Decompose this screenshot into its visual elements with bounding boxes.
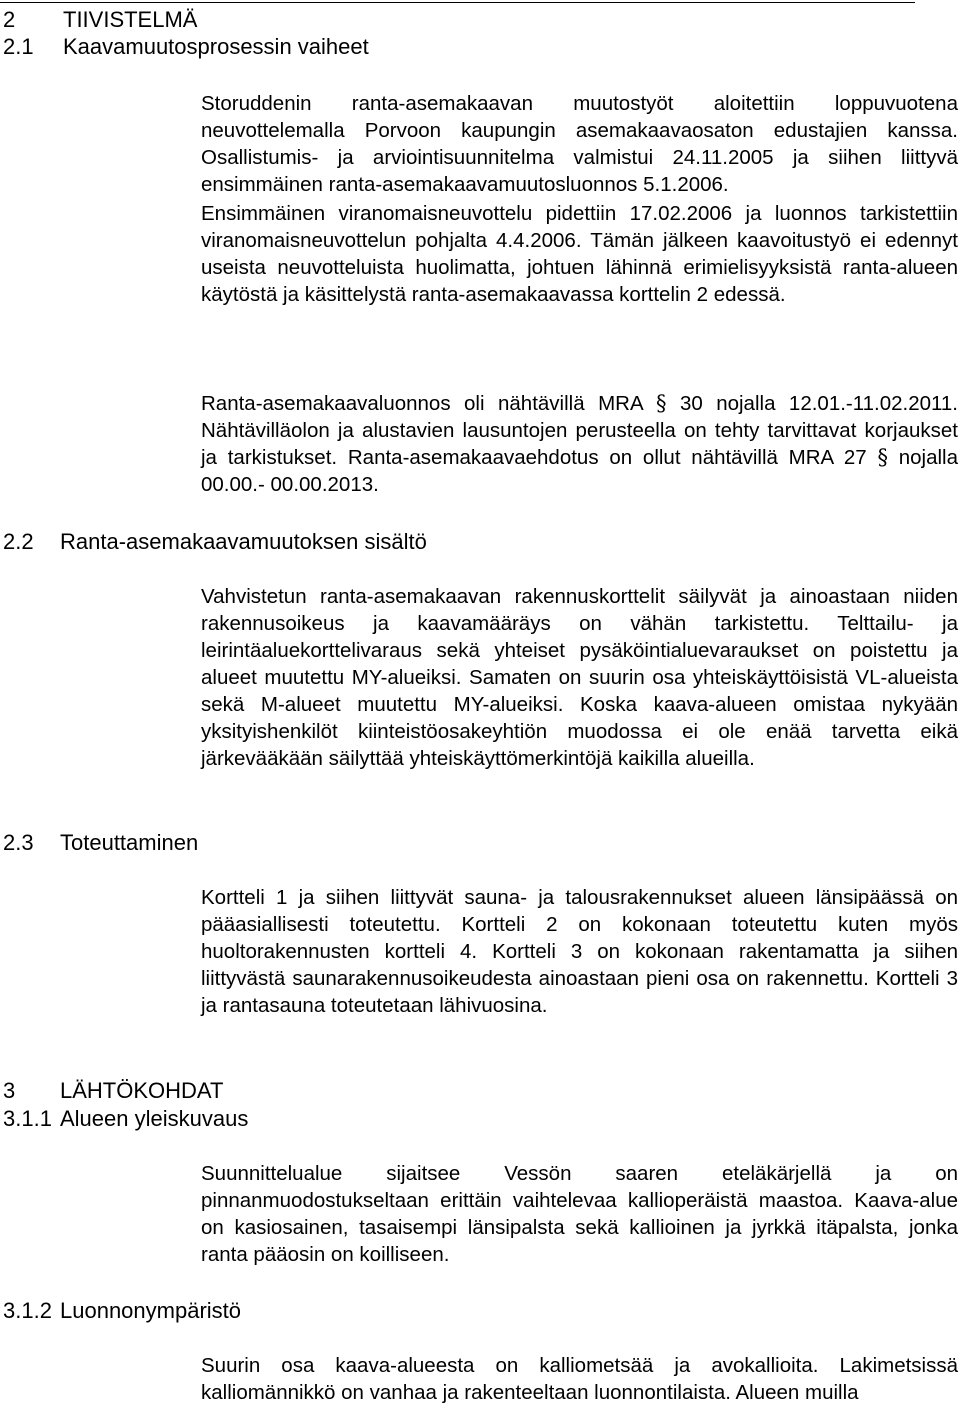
heading-2	[3, 6, 197, 34]
heading-3-1-1-number: 3.1.1	[3, 1106, 52, 1131]
heading-3-1-2-title: Luonnonympäristö	[60, 1298, 242, 1323]
heading-2-title: TIIVISTELMÄ	[63, 7, 198, 32]
paragraph-natural-environment: Suurin osa kaava-alueesta on kalliometsää ja avokallioita. Lakimetsissä kalliomännikkö on vanhaa ja rakenteeltaan luonnontilaista. Alueen muilla	[201, 1354, 958, 1404]
paragraph-public-display-part3: nojalla 00.00.- 00.00.2013.	[201, 446, 959, 496]
heading-2-3-title: Toteuttaminen	[60, 830, 199, 855]
heading-2-2-title: Ranta-asemakaavamuutoksen sisältö	[60, 529, 427, 554]
heading-2-3	[3, 829, 198, 857]
heading-3	[3, 1077, 223, 1105]
heading-3-1-2-number: 3.1.2	[3, 1298, 52, 1323]
heading-2-1-number: 2.1	[3, 34, 34, 59]
heading-3-1-2	[3, 1297, 241, 1325]
section-sign: §	[877, 445, 888, 469]
heading-2-2	[3, 528, 427, 556]
heading-2-2-number: 2.2	[3, 529, 34, 554]
heading-3-title: LÄHTÖKOHDAT	[60, 1078, 224, 1103]
heading-2-1-title: Kaavamuutosprosessin vaiheet	[63, 34, 369, 59]
heading-2-number: 2	[3, 7, 16, 32]
paragraph-public-display-part2: 30 nojalla 12.01.-11.02.2011. Nähtävilläolon ja alustavien lausuntojen perusteella on tehty tarvittavat korjaukset ja tarkistukset. Ranta-asemakaavaehdotus on ollut nähtävillä MRA 27	[201, 392, 958, 469]
paragraph-process-start: Storuddenin ranta-asemakaavan muutostyöt aloitettiin loppuvuotena neuvottelemalla Porvoon kaupungin asemakaavaosaton edustajien kanssa. Osallistumis- ja arviointisuunnitelma valmistui 24.11.2005 ja siihen liittyvä ensimmäinen ranta-asemakaavamuutosluonnos 5.1.2006.	[201, 92, 958, 196]
paragraph-implementation: Kortteli 1 ja siihen liittyvät sauna- ja talousrakennukset alueen länsipäässä on pääasiallisesti toteutettu. Kortteli 2 on kokonaan toteutettu kuten myös huoltorakennusten kortteli 4. Kortteli 3 on kokonaan rakentamatta ja siihen liittyvästä saunarakennusoikeudesta ainoastaan pieni osa on rakennettu. Kortteli 3 ja rantasauna toteutetaan lähivuosina.	[201, 886, 958, 1017]
heading-2-1	[3, 33, 369, 61]
heading-3-1-1	[3, 1105, 248, 1133]
heading-3-number: 3	[3, 1078, 16, 1103]
top-rule	[0, 2, 915, 3]
paragraph-public-display	[201, 390, 958, 498]
paragraph-public-display-part1: Ranta-asemakaavaluonnos oli nähtävillä MRA	[201, 392, 643, 415]
section-sign: §	[655, 391, 667, 415]
paragraph-content-changes: Vahvistetun ranta-asemakaavan rakennuskorttelit säilyvät ja ainoastaan niiden rakennusoikeus ja kaavamääräys on vähän tarkistettu. Telttailu- ja leirintäaluekorttelivaraus sekä yhteiset pysäköintialuevaraukset on poistettu ja alueet muutettu MY-alueiksi. Samaten on suurin osa yhteiskäyttöisistä VL-alueista sekä M-alueet muutettu MY-alueiksi. Koska kaava-alueen omistaa nykyään yksityishenkilöt kiinteistöosakeyhtiön muodossa ei ole enää tarvetta eikä järkevääkään säilyttää yhteiskäyttömerkintöjä kaikilla alueilla.	[201, 585, 958, 770]
paragraph-consultation: Ensimmäinen viranomaisneuvottelu pidettiin 17.02.2006 ja luonnos tarkistettiin viranomaisneuvottelun pohjalta 4.4.2006. Tämän jälkeen kaavoitustyö ei edennyt useista neuvotteluista huolimatta, johtuen lähinnä erimielisyyksistä ranta-alueen käytöstä ja käsittelystä ranta-asemakaavassa korttelin 2 edessä.	[201, 202, 958, 306]
heading-3-1-1-title: Alueen yleiskuvaus	[60, 1106, 249, 1131]
paragraph-area-overview: Suunnittelualue sijaitsee Vessön saaren eteläkärjellä ja on pinnanmuodostukseltaan erittäin vaihtelevaa kallioperäistä maastoa. Kaava-alue on kasiosainen, tasaisempi länsipalsta sekä kallioinen ja jyrkkä itäpalsta, jonka ranta pääosin on koilliseen.	[201, 1162, 958, 1266]
heading-2-3-number: 2.3	[3, 830, 34, 855]
